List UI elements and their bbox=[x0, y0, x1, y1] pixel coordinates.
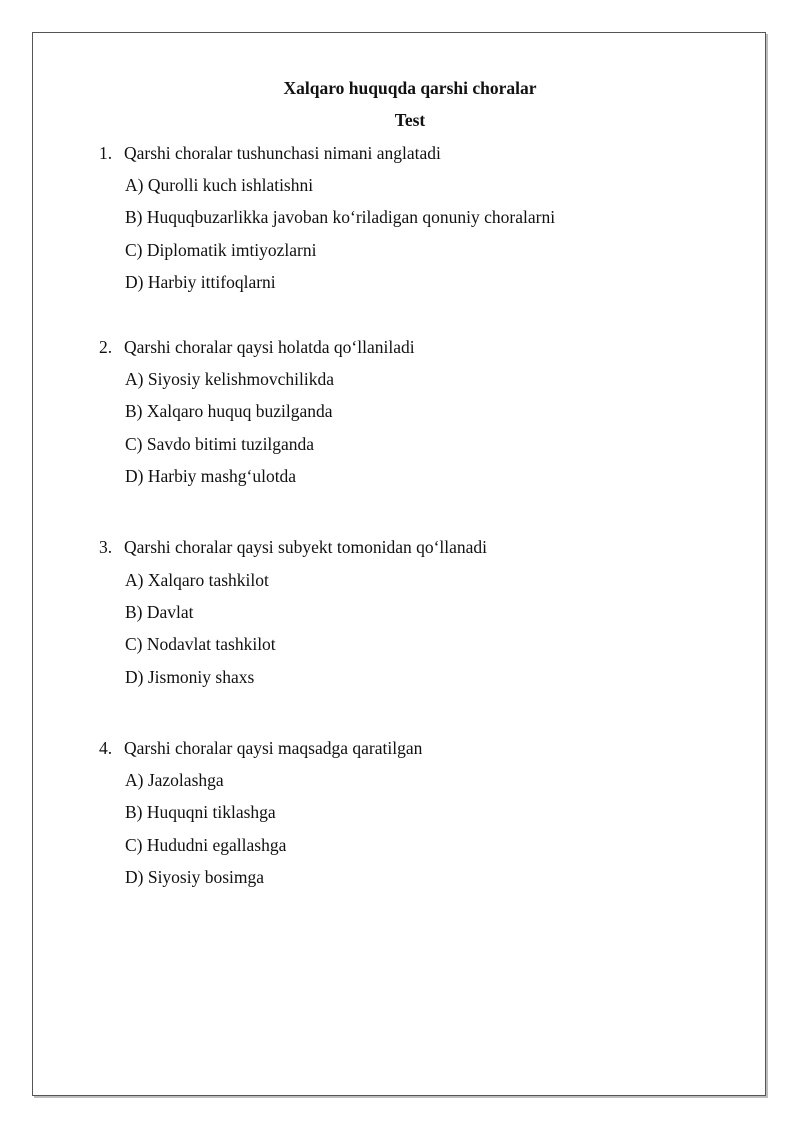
q2-option-b: B) Xalqaro huquq buzilganda bbox=[125, 401, 333, 421]
q4-option-c: C) Hududni egallashga bbox=[125, 835, 287, 855]
question-text: Qarshi choralar qaysi maqsadga qaratilgan bbox=[124, 738, 423, 758]
question-2 bbox=[99, 337, 415, 357]
q4-option-d: D) Siyosiy bosimga bbox=[125, 867, 265, 887]
document-title: Xalqaro huquqda qarshi choralar bbox=[283, 78, 537, 98]
q4-option-b: B) Huquqni tiklashga bbox=[125, 802, 276, 822]
question-text: Qarshi choralar qaysi subyekt tomonidan qo‘llanadi bbox=[124, 537, 488, 557]
q1-option-b: B) Huquqbuzarlikka javoban ko‘riladigan qonuniy choralarni bbox=[125, 207, 556, 227]
question-3 bbox=[99, 537, 487, 557]
q2-option-c: C) Savdo bitimi tuzilganda bbox=[125, 434, 315, 454]
question-number: 3. bbox=[99, 537, 113, 557]
question-text: Qarshi choralar tushunchasi nimani anglatadi bbox=[124, 143, 441, 163]
q2-option-a: A) Siyosiy kelishmovchilikda bbox=[125, 369, 335, 389]
q3-option-b: B) Davlat bbox=[125, 602, 194, 622]
q4-option-a: A) Jazolashga bbox=[125, 770, 224, 790]
q3-option-d: D) Jismoniy shaxs bbox=[125, 667, 255, 687]
question-4 bbox=[99, 738, 422, 758]
q2-option-d: D) Harbiy mashg‘ulotda bbox=[125, 466, 297, 486]
q1-option-d: D) Harbiy ittifoqlarni bbox=[125, 272, 276, 292]
question-text: Qarshi choralar qaysi holatda qo‘llaniladi bbox=[124, 337, 415, 357]
question-1 bbox=[99, 143, 441, 163]
q1-option-c: C) Diplomatik imtiyozlarni bbox=[125, 240, 317, 260]
q1-option-a: A) Qurolli kuch ishlatishni bbox=[125, 175, 314, 195]
question-number: 4. bbox=[99, 738, 113, 758]
question-number: 2. bbox=[99, 337, 113, 357]
q3-option-a: A) Xalqaro tashkilot bbox=[125, 570, 269, 590]
q3-option-c: C) Nodavlat tashkilot bbox=[125, 634, 276, 654]
question-number: 1. bbox=[99, 143, 113, 163]
document-subtitle: Test bbox=[394, 110, 426, 130]
